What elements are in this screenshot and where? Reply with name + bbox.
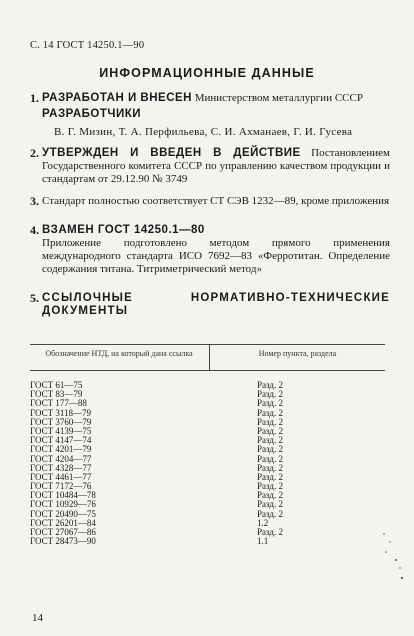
row-document: ГОСТ 83—79 <box>30 389 83 400</box>
section-2-text: Постановлением Государственного комитета СССР по управлению качеством продукции и стандартам от 29.12.90 № 3749 <box>42 147 390 185</box>
row-point: Разд. 2 <box>257 527 283 537</box>
row-document: ГОСТ 177—88 <box>30 398 87 409</box>
page-title: ИНФОРМАЦИОННЫЕ ДАННЫЕ <box>99 66 315 80</box>
row-document: ГОСТ 27067—86 <box>30 527 96 537</box>
row-document: ГОСТ 4328—77 <box>30 462 92 473</box>
row-document: ГОСТ 3118—79 <box>30 407 92 418</box>
section-1-text: Министерством металлургии СССР <box>194 92 363 104</box>
row-point: Разд. 2 <box>257 481 283 492</box>
section-4-caps: ВЗАМЕН ГОСТ 14250.1—80 <box>42 224 205 236</box>
row-point: Разд. 2 <box>257 453 283 464</box>
table-body <box>30 381 385 546</box>
row-document: ГОСТ 7172—76 <box>30 481 92 492</box>
row-point: Разд. 2 <box>257 398 283 409</box>
row-point: Разд. 2 <box>257 435 283 446</box>
table-top-rule <box>30 344 385 345</box>
row-document: ГОСТ 4147—74 <box>30 435 92 446</box>
section-2 <box>30 147 390 186</box>
row-point: Разд. 2 <box>257 407 283 418</box>
developers-names: В. Г. Мизин, Т. А. Перфильева, С. И. Ахманаев, Г. И. Гусева <box>54 126 353 138</box>
row-point: Разд. 2 <box>257 425 283 436</box>
row-point: 1.1 <box>257 536 269 547</box>
row-point: Разд. 2 <box>257 444 283 455</box>
developers-heading: РАЗРАБОТЧИКИ <box>42 108 141 120</box>
row-document: ГОСТ 4461—77 <box>30 471 92 482</box>
section-4-text: Приложение подготовлено методом прямого применения международного стандарта ИСО 7692—83 «Ферротитан. Определение содержания титана. Титриметрический метод» <box>42 237 390 275</box>
row-document: ГОСТ 61—75 <box>30 380 83 390</box>
row-document: ГОСТ 4204—77 <box>30 453 92 464</box>
row-document: ГОСТ 10929—76 <box>30 499 96 510</box>
row-document: ГОСТ 10484—78 <box>30 490 96 501</box>
section-number: 1. <box>30 91 39 105</box>
section-5 <box>30 292 390 318</box>
section-4 <box>30 224 390 276</box>
row-point: Разд. 2 <box>257 499 283 510</box>
table-row <box>30 537 385 546</box>
section-3-text: Стандарт полностью соответствует СТ СЭВ 1232—89, кроме приложения <box>42 195 390 207</box>
row-point: Разд. 2 <box>257 462 283 473</box>
section-2-caps: УТВЕРЖДЕН И ВВЕДЕН В ДЕЙСТВИЕ <box>42 147 301 159</box>
row-point: Разд. 2 <box>257 416 283 427</box>
table-header-rule <box>30 370 385 371</box>
row-document: ГОСТ 4201—79 <box>30 444 92 455</box>
row-document: ГОСТ 28473—90 <box>30 536 96 547</box>
section-1-caps: РАЗРАБОТАН И ВНЕСЕН <box>42 92 192 104</box>
row-document: ГОСТ 26201—84 <box>30 517 96 528</box>
table-row <box>30 381 385 390</box>
row-point: Разд. 2 <box>257 508 283 519</box>
row-point: 1.2 <box>257 517 269 528</box>
page-number: 14 <box>32 612 43 624</box>
row-point: Разд. 2 <box>257 490 283 501</box>
table-header-point: Номер пункта, раздела <box>258 349 337 358</box>
section-number: 5. <box>30 291 39 305</box>
page-header: С. 14 ГОСТ 14250.1—90 <box>30 40 145 51</box>
section-number: 2. <box>30 146 39 160</box>
section-number: 3. <box>30 194 39 208</box>
row-point: Разд. 2 <box>257 380 283 390</box>
scan-specks <box>376 530 406 590</box>
row-point: Разд. 2 <box>257 471 283 482</box>
section-number: 4. <box>30 223 39 237</box>
row-document: ГОСТ 4139—75 <box>30 425 92 436</box>
section-3 <box>30 195 390 208</box>
row-point: Разд. 2 <box>257 389 283 400</box>
table-header-document: Обозначение НТД, на который дана ссылка <box>45 349 193 358</box>
section-5-caps: ССЫЛОЧНЫЕ НОРМАТИВНО-ТЕХНИЧЕСКИЕ ДОКУМЕНТЫ <box>42 292 390 317</box>
row-document: ГОСТ 3760—79 <box>30 416 92 427</box>
section-1 <box>30 92 390 105</box>
row-document: ГОСТ 20490—75 <box>30 508 96 519</box>
